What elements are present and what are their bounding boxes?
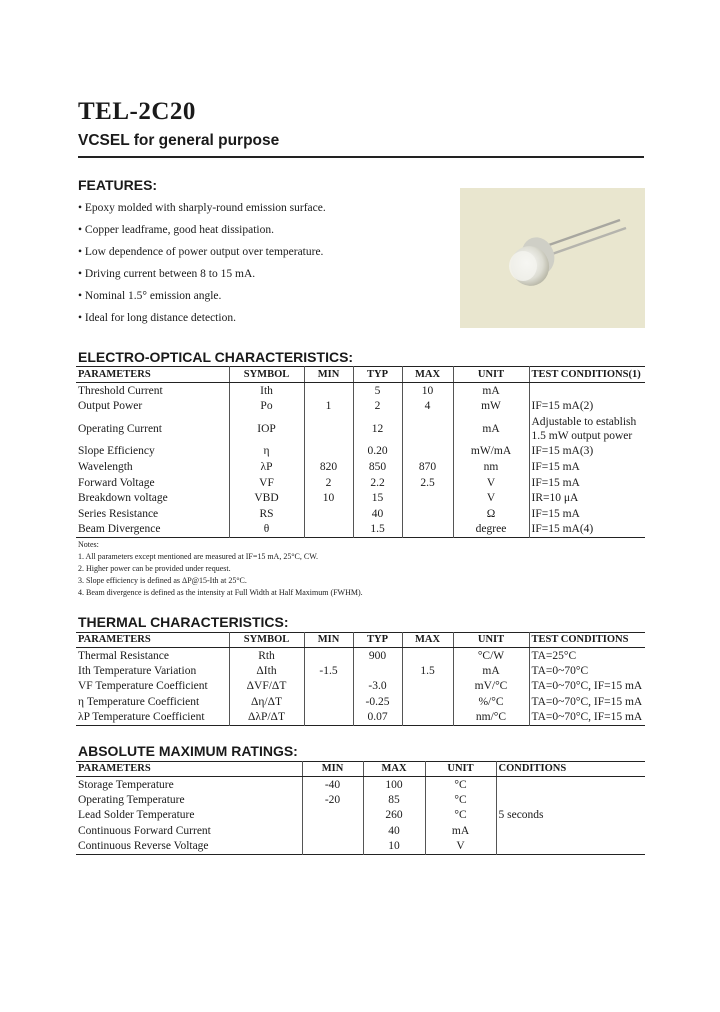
cell-unit: °C [425,808,496,824]
table-row [76,694,645,710]
col-parameters: PARAMETERS [76,633,229,648]
cell-min [304,414,353,444]
title-divider [78,156,644,158]
table-row [76,679,645,695]
electro-optical-heading: ELECTRO-OPTICAL CHARACTERISTICS: [78,349,354,365]
cell-test-condition: IF=15 mA [529,459,645,475]
cell-symbol: λP [229,459,304,475]
col-symbol: SYMBOL [229,633,304,648]
cell-test-condition: IF=15 mA(2) [529,398,645,414]
cell-min [304,506,353,522]
cell-unit: mW [453,398,529,414]
table-row [76,663,645,679]
cell-symbol: η [229,444,304,460]
cell-parameter: Continuous Reverse Voltage [78,840,209,853]
cell-parameter: VF Temperature Coefficient [78,680,208,693]
table-row [76,522,645,538]
feature-item: • Nominal 1.5° emission angle. [78,290,222,302]
cell-symbol: θ [229,522,304,538]
table-row [76,648,645,664]
cell-min: -1.5 [304,663,353,679]
cell-typ: 5 [353,383,402,399]
note-item: 3. Slope efficiency is defined as ΔP@15-Ith at 25°C. [78,576,247,585]
cell-max: 100 [363,777,425,793]
page-title: TEL-2C20 [78,98,196,125]
cell-parameter: Threshold Current [78,384,163,397]
features-list [78,201,326,333]
cell-unit: V [453,490,529,506]
cell-symbol: VBD [229,490,304,506]
cell-test-condition: IR=10 μA [529,490,645,506]
cell-unit: mA [453,414,529,444]
cell-condition [496,777,645,793]
cell-max [402,506,453,522]
note-item: 1. All parameters except mentioned are measured at IF=15 mA, 25°C, CW. [78,552,319,561]
cell-test-condition: Adjustable to establish 1.5 mW output power [529,414,645,444]
cell-typ: 2 [353,398,402,414]
cell-symbol: IOP [229,414,304,444]
cell-parameter: Output Power [78,399,143,412]
cell-condition [496,823,645,839]
cell-parameter: Operating Current [78,422,162,435]
product-photo [460,188,645,328]
cell-unit: °C [425,792,496,808]
note-item: 2. Higher power can be provided under request. [78,564,231,573]
electro-notes [78,539,363,599]
absolute-max-heading: ABSOLUTE MAXIMUM RATINGS: [78,743,298,759]
col-parameters: PARAMETERS [76,367,229,383]
cell-test-condition: TA=0~70°C [529,663,645,679]
cell-unit: %/°C [453,694,529,710]
table-row [76,444,645,460]
cell-typ [353,663,402,679]
cell-max: 870 [402,459,453,475]
cell-typ: 40 [353,506,402,522]
cell-min [302,823,363,839]
cell-max [402,522,453,538]
col-typ: TYP [353,367,402,383]
cell-min: 10 [304,490,353,506]
cell-max: 1.5 [402,663,453,679]
col-max: MAX [363,762,425,777]
cell-typ: -0.25 [353,694,402,710]
cell-parameter: Lead Solder Temperature [78,809,195,822]
cell-parameter: Slope Efficiency [78,445,155,458]
cell-unit: V [453,475,529,491]
cell-symbol: ΔIth [229,663,304,679]
cell-parameter: Ith Temperature Variation [78,664,197,677]
cell-parameter: Series Resistance [78,507,159,520]
col-symbol: SYMBOL [229,367,304,383]
cell-min [304,444,353,460]
cell-min [304,710,353,726]
cell-test-condition: TA=0~70°C, IF=15 mA [529,694,645,710]
cell-symbol: ΔλP/ΔT [229,710,304,726]
cell-parameter: Storage Temperature [78,778,174,791]
cell-unit: Ω [453,506,529,522]
cell-symbol: VF [229,475,304,491]
cell-typ: 12 [353,414,402,444]
thermal-header-row [76,633,645,648]
col-unit: UNIT [425,762,496,777]
cell-symbol: RS [229,506,304,522]
cell-test-condition: IF=15 mA(3) [529,444,645,460]
cell-min: -40 [302,777,363,793]
feature-item: • Copper leadframe, good heat dissipation. [78,224,274,236]
cell-typ: 850 [353,459,402,475]
table-row [76,490,645,506]
col-max: MAX [402,367,453,383]
col-test-conditions: TEST CONDITIONS(1) [529,367,645,383]
cell-min [302,808,363,824]
cell-unit: mA [425,823,496,839]
features-heading: FEATURES: [78,177,158,193]
cell-unit: nm/°C [453,710,529,726]
cell-symbol: Rth [229,648,304,664]
cell-typ: 0.20 [353,444,402,460]
cell-test-condition [529,383,645,399]
cell-min [304,383,353,399]
cell-condition [496,792,645,808]
cell-unit: °C [425,777,496,793]
cell-min: 1 [304,398,353,414]
cell-parameter: η Temperature Coefficient [78,696,200,709]
cell-unit: °C/W [453,648,529,664]
electro-header-row [76,367,645,383]
cell-condition [496,839,645,855]
note-item: Notes: [78,540,99,549]
table-row [76,398,645,414]
thermal-heading: THERMAL CHARACTERISTICS: [78,614,289,630]
cell-min [304,522,353,538]
cell-max: 4 [402,398,453,414]
col-unit: UNIT [453,633,529,648]
col-min: MIN [304,633,353,648]
cell-max [402,710,453,726]
table-row [76,383,645,399]
feature-item: • Epoxy molded with sharply-round emission surface. [78,202,326,214]
cell-test-condition: IF=15 mA [529,506,645,522]
cell-unit: nm [453,459,529,475]
cell-test-condition: TA=0~70°C, IF=15 mA [529,710,645,726]
col-max: MAX [402,633,453,648]
cell-max [402,414,453,444]
col-min: MIN [302,762,363,777]
col-test-conditions: TEST CONDITIONS [529,633,645,648]
cell-max: 260 [363,808,425,824]
table-row [76,414,645,444]
cell-max: 2.5 [402,475,453,491]
cell-parameter: Beam Divergence [78,523,161,536]
cell-max: 85 [363,792,425,808]
cell-parameter: Forward Voltage [78,476,155,489]
cell-symbol: ΔVF/ΔT [229,679,304,695]
page-subtitle: VCSEL for general purpose [78,132,280,149]
cell-unit: mW/mA [453,444,529,460]
col-unit: UNIT [453,367,529,383]
col-min: MIN [304,367,353,383]
cell-min [304,648,353,664]
cell-test-condition: TA=25°C [529,648,645,664]
led-package-icon [460,188,645,328]
cell-parameter: Continuous Forward Current [78,825,211,838]
cell-unit: V [425,839,496,855]
cell-typ: 15 [353,490,402,506]
cell-max: 40 [363,823,425,839]
feature-item: • Driving current between 8 to 15 mA. [78,268,256,280]
cell-parameter: Thermal Resistance [78,649,170,662]
cell-max [402,679,453,695]
cell-parameter: Wavelength [78,461,133,474]
col-parameters: PARAMETERS [76,762,302,777]
cell-typ: 900 [353,648,402,664]
cell-min: -20 [302,792,363,808]
absolute-header-row [76,762,645,777]
table-row [76,839,645,855]
cell-max [402,694,453,710]
table-row [76,459,645,475]
cell-unit: degree [453,522,529,538]
table-row [76,792,645,808]
col-conditions: CONDITIONS [496,762,645,777]
cell-test-condition: IF=15 mA(4) [529,522,645,538]
cell-max: 10 [363,839,425,855]
col-typ: TYP [353,633,402,648]
cell-min: 2 [304,475,353,491]
cell-max [402,490,453,506]
cell-max [402,444,453,460]
table-row [76,808,645,824]
cell-min [304,694,353,710]
cell-parameter: λP Temperature Coefficient [78,711,205,724]
note-item: 4. Beam divergence is defined as the intensity at Full Width at Half Maximum (FWHM). [78,588,363,597]
cell-typ: -3.0 [353,679,402,695]
cell-parameter: Operating Temperature [78,793,185,806]
cell-test-condition: IF=15 mA [529,475,645,491]
cell-symbol: Po [229,398,304,414]
cell-typ: 0.07 [353,710,402,726]
table-row [76,506,645,522]
cell-max [402,648,453,664]
feature-item: • Low dependence of power output over temperature. [78,246,324,258]
cell-min [304,679,353,695]
cell-unit: mA [453,663,529,679]
table-row [76,710,645,726]
cell-typ: 2.2 [353,475,402,491]
cell-unit: mA [453,383,529,399]
cell-test-condition: TA=0~70°C, IF=15 mA [529,679,645,695]
cell-min: 820 [304,459,353,475]
cell-condition: 5 seconds [496,808,645,824]
table-row [76,475,645,491]
thermal-table [76,632,645,726]
electro-optical-table [76,366,645,538]
cell-unit: mV/°C [453,679,529,695]
cell-typ: 1.5 [353,522,402,538]
feature-item: • Ideal for long distance detection. [78,312,236,324]
cell-symbol: Ith [229,383,304,399]
cell-symbol: Δη/ΔT [229,694,304,710]
table-row [76,823,645,839]
cell-min [302,839,363,855]
table-row [76,777,645,793]
cell-max: 10 [402,383,453,399]
cell-parameter: Breakdown voltage [78,492,168,505]
absolute-max-table [76,761,645,855]
